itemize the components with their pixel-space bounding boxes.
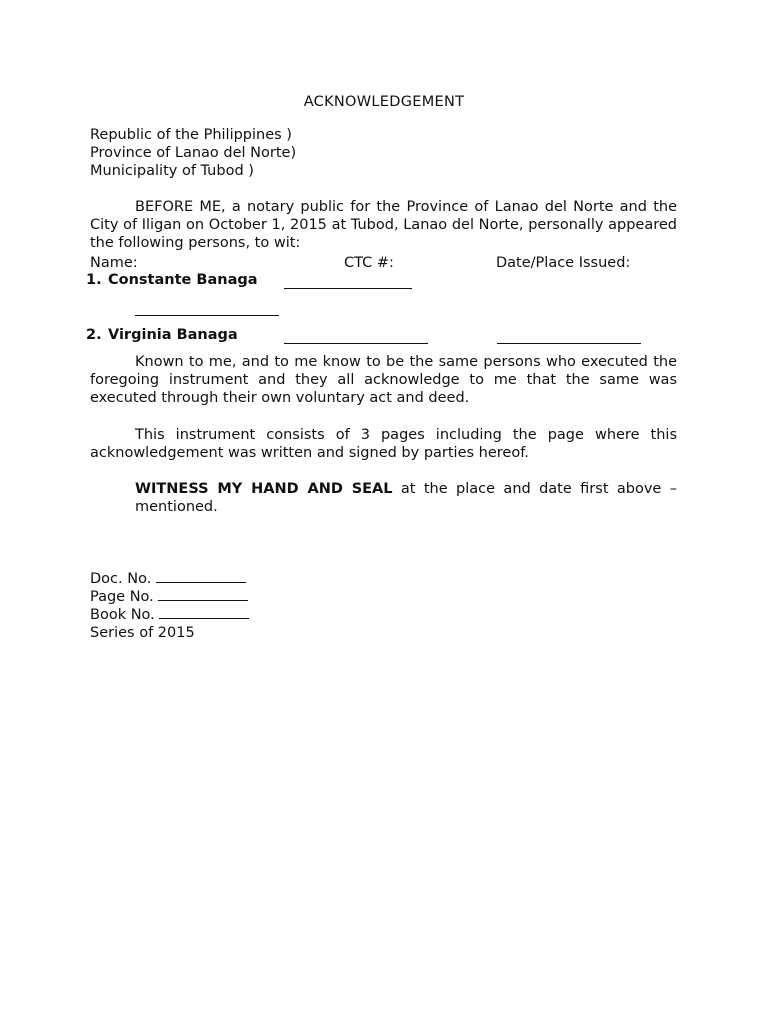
footer-doc-no-label: Doc. No. xyxy=(90,571,152,587)
column-header-ctc: CTC #: xyxy=(344,255,394,271)
person-1-ctc-blank xyxy=(284,288,412,289)
document-title: ACKNOWLEDGEMENT xyxy=(303,94,465,110)
venue-municipality: Municipality of Tubod ) xyxy=(90,163,254,179)
footer-book-no-label: Book No. xyxy=(90,607,155,623)
paragraph-witness xyxy=(135,480,677,516)
book-no-blank xyxy=(159,617,249,619)
footer-book-no xyxy=(90,606,249,624)
person-2-ctc-blank xyxy=(284,343,428,344)
person-1-name: Constante Banaga xyxy=(108,272,258,288)
venue-republic: Republic of the Philippines ) xyxy=(90,127,292,143)
person-2-number: 2. xyxy=(86,327,102,343)
doc-no-blank xyxy=(156,581,246,583)
footer-doc-no xyxy=(90,570,246,588)
column-header-name: Name: xyxy=(90,255,138,271)
column-header-date-place: Date/Place Issued: xyxy=(496,255,631,271)
footer-page-no-label: Page No. xyxy=(90,589,154,605)
footer-page-no xyxy=(90,588,248,606)
paragraph-before-me-text: BEFORE ME, a notary public for the Province of Lanao del Norte and the City of Iligan on October 1, 2015 at Tubod, Lanao del Norte, personally appeared the following persons, to wit: xyxy=(90,199,677,251)
person-1-date-place-blank xyxy=(135,315,279,316)
page-no-blank xyxy=(158,599,248,601)
person-2-date-place-blank xyxy=(497,343,641,344)
person-1-number: 1. xyxy=(86,272,102,288)
paragraph-instrument-text: This instrument consists of 3 pages including the page where this acknowledgement was written and signed by parties hereof. xyxy=(90,427,677,461)
witness-rest-text: at the place and date first above – mentioned. xyxy=(135,481,677,515)
person-2-name: Virginia Banaga xyxy=(108,327,238,343)
venue-province: Province of Lanao del Norte) xyxy=(90,145,297,161)
paragraph-known-to-me xyxy=(90,353,677,407)
paragraph-before-me xyxy=(90,198,677,252)
paragraph-instrument xyxy=(90,426,677,462)
footer-series: Series of 2015 xyxy=(90,625,195,641)
paragraph-known-to-me-text: Known to me, and to me know to be the same persons who executed the foregoing instrument and they all acknowledge to me that the same was executed through their own voluntary act and deed. xyxy=(90,354,677,406)
witness-bold-text: WITNESS MY HAND AND SEAL xyxy=(135,481,393,497)
